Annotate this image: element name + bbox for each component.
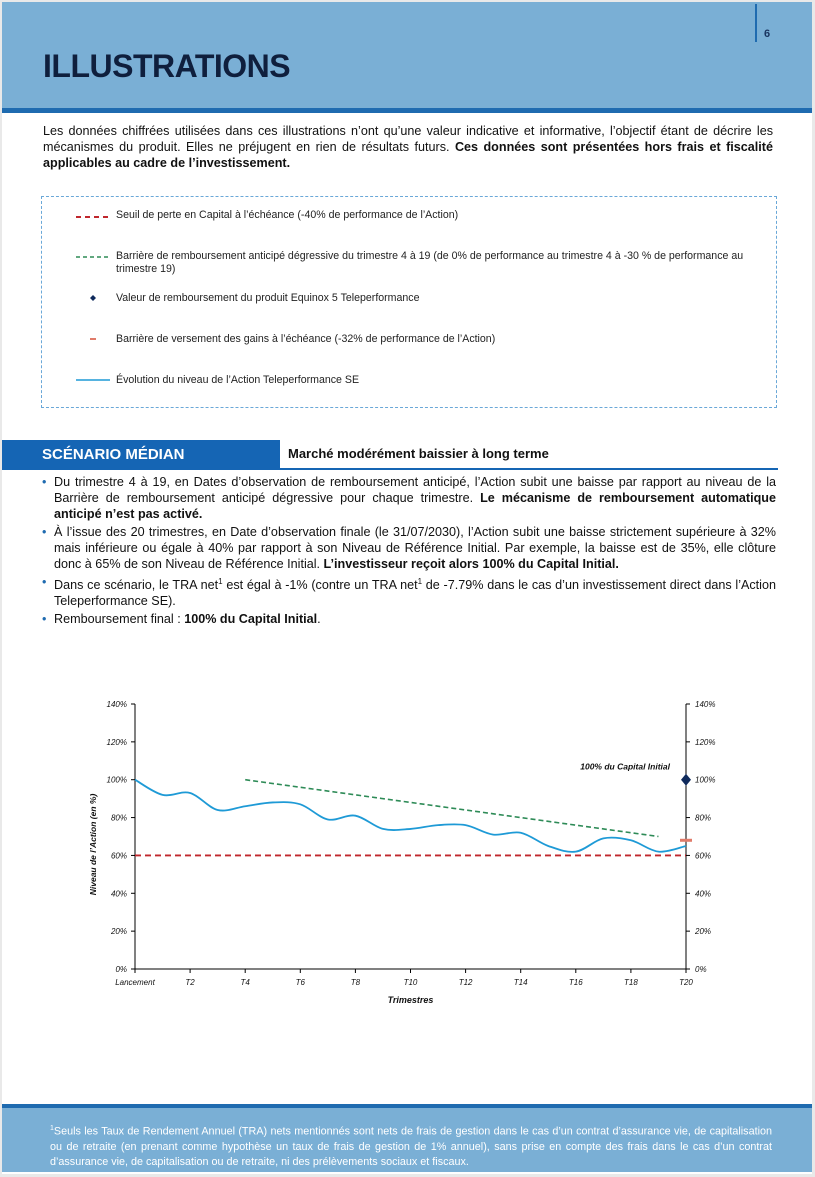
bullet-text: .	[317, 612, 321, 627]
x-tick-label: T14	[513, 978, 528, 987]
footnote	[50, 1121, 772, 1170]
y-tick-label-left: 140%	[106, 700, 127, 709]
header-rule	[2, 108, 812, 113]
x-tick-label: T10	[403, 978, 418, 987]
y-tick-label-right: 60%	[695, 851, 712, 861]
bullet-text: de -7.79% dans le cas d’un investissement direct dans l’Action Teleperformance SE).	[54, 578, 776, 609]
legend-orange-dash-symbol	[76, 333, 110, 345]
y-tick-label-left: 120%	[106, 737, 127, 747]
x-tick-label: T8	[350, 978, 361, 987]
y-tick-label-right: 40%	[695, 889, 712, 899]
legend-item-action-level: Évolution du niveau de l’Action Teleperformance SE	[116, 374, 360, 386]
action-level-line	[135, 780, 686, 852]
intro-text: Les données chiffrées utilisées dans ces illustrations n’ont qu’une valeur indicative et informative, l’objectif étant de décrire les mécanismes du produit. Elles ne préjugent en rien de résultats futurs.	[43, 124, 773, 154]
bullet-bold: Le mécanisme de remboursement automatique anticipé n’est pas activé.	[54, 491, 777, 521]
scenario-chart	[82, 692, 762, 1022]
footer-band	[2, 1108, 812, 1172]
page-number-divider	[755, 4, 757, 42]
bullet-item: • À l’issue des 20 trimestres, en Date d’observation finale (le 31/07/2030), l’Action subit une baisse strictement supérieure à 32% mais inférieure ou égale à 40% par rapport à son Niveau de Référence Initial. Par exemple, la baisse est de 35%, elle clôture donc à 65% de son Niveau de Référence Initial. L’investisseur reçoit alors 100% du Capital Initial.	[42, 525, 776, 571]
footnote-text: Seuls les Taux de Rendement Annuel (TRA) nets mentionnés sont nets de frais de gestion dans le cas d’un contrat d’assurance vie, de capitalisation ou de retraite (en prenant comme hypothèse un taux de frais de gestion de 1% annuel), sans prise en compte des frais dans le cas d’un contrat d’assurance vie, de capitalisation ou de retraite, ni des prélèvements sociaux et fiscaux.	[50, 1125, 772, 1168]
y-tick-label-left: 0%	[115, 965, 127, 974]
y-tick-label-right: 80%	[695, 813, 712, 823]
x-tick-label: T6	[295, 978, 305, 987]
legend-item-early-redemption-barrier: Barrière de remboursement anticipé dégressive du trimestre 4 à 19 (de 0% de performance au trimestre 4 à -30 % de performance au trimestre 19)	[116, 250, 744, 275]
y-tick-label-left: 20%	[110, 927, 127, 937]
footnote-marker: 1	[50, 1125, 54, 1132]
legend-diamond-symbol	[76, 292, 110, 304]
bullet-text: À l’issue des 20 trimestres, en Date d’observation finale (le 31/07/2030), l’Action subit une baisse strictement supérieure à 32% mais inférieure ou égale à 40% par rapport à son Niveau de Référence Initial. Par exemple, la baisse est de 35%, elle clôture donc à 65% de son Niveau de Référence Initial.	[54, 525, 776, 571]
header-band	[2, 2, 812, 108]
y-tick-label-right: 100%	[695, 775, 716, 785]
y-tick-label-right: 20%	[695, 927, 712, 937]
scenario-subtitle: Marché modérément baissier à long terme	[288, 446, 549, 461]
bullet-text: est égal à -1% (contre un TRA net	[222, 578, 418, 593]
y-tick-label-left: 60%	[110, 851, 127, 861]
intro-paragraph	[43, 123, 773, 171]
y-tick-label-right: 120%	[695, 737, 716, 747]
y-axis-title: Niveau de l’Action (en %)	[88, 793, 98, 896]
x-tick-label: T12	[458, 978, 473, 987]
bullet-text: Du trimestre 4 à 19, en Dates d’observation de remboursement anticipé, l’Action subit une baisse par rapport au niveau de la Barrière de remboursement anticipé dégressive pour chaque trimestre.	[54, 475, 776, 505]
chart-legend	[41, 196, 777, 408]
scenario-tab: SCÉNARIO MÉDIAN	[2, 440, 280, 470]
y-tick-label-left: 80%	[110, 813, 127, 823]
footnote-ref: 1	[417, 577, 423, 586]
y-tick-label-right: 140%	[695, 700, 716, 709]
page	[2, 2, 812, 1174]
bullet-bold: L’investisseur reçoit alors 100% du Capital Initial.	[323, 557, 619, 571]
bullet-text: Remboursement final :	[54, 612, 185, 627]
legend-blue-line-symbol	[76, 374, 110, 386]
x-tick-label: T2	[185, 978, 195, 987]
x-tick-label: T16	[568, 978, 583, 987]
y-tick-label-left: 100%	[106, 775, 127, 785]
y-tick-label-right: 0%	[695, 965, 707, 974]
intro-bold: Ces données sont présentées hors frais et fiscalité applicables au cadre de l’investissement.	[43, 140, 773, 170]
y-tick-label-left: 40%	[110, 889, 127, 899]
page-number: 6	[764, 28, 771, 40]
x-tick-label: T18	[624, 978, 638, 987]
legend-item-redemption-value: Valeur de remboursement du produit Equinox 5 Teleperformance	[116, 292, 420, 304]
legend-red-dashed-symbol	[76, 211, 110, 223]
x-tick-label: T4	[240, 978, 250, 987]
x-axis-title: Trimestres	[387, 995, 434, 1005]
legend-item-loss-threshold: Seuil de perte en Capital à l’échéance (-40% de performance de l’Action)	[116, 209, 459, 221]
footnote-ref: 1	[218, 577, 223, 586]
x-tick-label: Lancement	[115, 978, 155, 987]
legend-green-dashed-symbol	[76, 251, 110, 263]
page-title: ILLUSTRATIONS	[43, 48, 291, 84]
bullet-item: • Dans ce scénario, le TRA net$^1$ est égal à -1% (contre un TRA net$^1$ de -7.79% dans le cas d’un investissement direct dans l’Action Teleperformance SE).	[42, 575, 776, 609]
redemption-annotation: 100% du Capital Initial	[580, 761, 670, 772]
scenario-bullets	[42, 474, 776, 629]
legend-item-gain-barrier: Barrière de versement des gains à l’échéance (-32% de performance de l’Action)	[116, 333, 496, 345]
x-tick-label: T20	[679, 978, 693, 987]
bullet-item: • Remboursement final : 100% du Capital Initial.	[42, 612, 321, 627]
bullet-bold: 100% du Capital Initial	[184, 612, 318, 627]
bullet-item: • Du trimestre 4 à 19, en Dates d’observation de remboursement anticipé, l’Action subit une baisse par rapport au niveau de la Barrière de remboursement anticipé dégressive pour chaque trimestre. Le mécanisme de remboursement automatique anticipé n’est pas activé.	[42, 475, 777, 521]
bullet-text: Dans ce scénario, le TRA net	[54, 578, 219, 593]
redemption-value-marker	[681, 774, 691, 786]
